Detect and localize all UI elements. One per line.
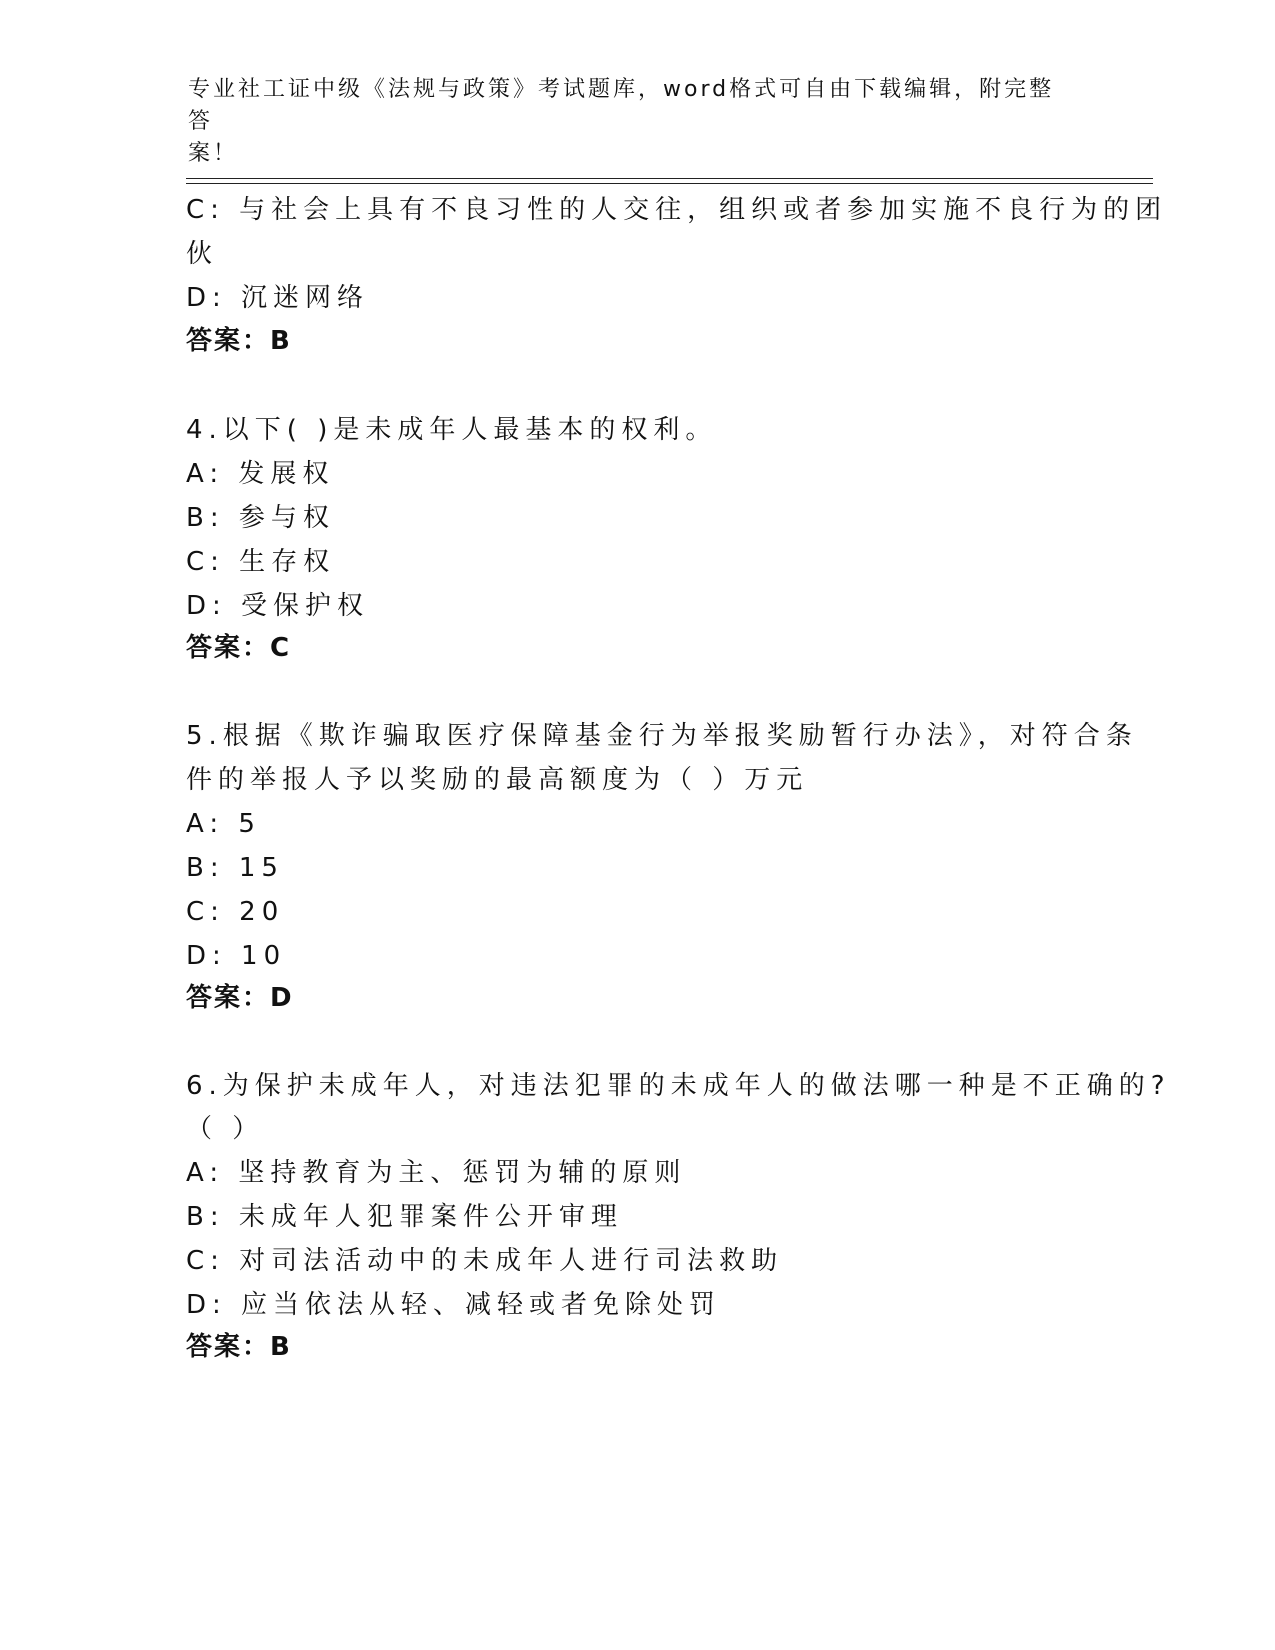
q5-option-a: A: 5 [186, 809, 261, 839]
q5-option-b: B: 15 [186, 853, 284, 883]
q3-option-c-line-2: 伙 [186, 239, 219, 269]
q5-option-c: C: 20 [186, 897, 285, 927]
page-header [188, 74, 1078, 170]
q6-option-a: A: 坚持教育为主、惩罚为辅的原则 [186, 1158, 687, 1188]
q5-stem-line-1: 5.根据《欺诈骗取医疗保障基金行为举报奖励暂行办法》，对符合条 [186, 721, 1138, 751]
header-line-2: 案！ [188, 141, 239, 166]
q6-option-b: B: 未成年人犯罪案件公开审理 [186, 1202, 623, 1232]
q4-option-a: A: 发展权 [186, 459, 335, 489]
q6-option-c: C: 对司法活动中的未成年人进行司法救助 [186, 1246, 784, 1276]
q6-answer: 答案：B [186, 1332, 292, 1362]
q4-stem: 4.以下( )是未成年人最基本的权利。 [186, 415, 718, 445]
q5-option-d: D: 10 [186, 941, 287, 971]
q5-stem-line-2: 件的举报人予以奖励的最高额度为（ ）万元 [186, 765, 809, 795]
q4-answer: 答案：C [186, 633, 292, 663]
q6-stem-line-2: （ ） [186, 1114, 265, 1144]
header-divider-top [186, 178, 1153, 179]
q5-answer: 答案：D [186, 983, 294, 1013]
q4-option-b: B: 参与权 [186, 503, 335, 533]
q3-option-d: D: 沉迷网络 [186, 283, 370, 313]
q4-option-c: C: 生存权 [186, 547, 336, 577]
q6-stem-line-1: 6.为保护未成年人，对违法犯罪的未成年人的做法哪一种是不正确的? [186, 1071, 1171, 1101]
header-line-1: 专业社工证中级《法规与政策》考试题库，word格式可自由下载编辑，附完整答 [188, 77, 1055, 134]
q3-option-c-line-1: C: 与社会上具有不良习性的人交往，组织或者参加实施不良行为的团 [186, 195, 1168, 225]
q6-option-d: D: 应当依法从轻、减轻或者免除处罚 [186, 1290, 722, 1320]
header-divider-bottom [186, 183, 1153, 184]
q4-option-d: D: 受保护权 [186, 591, 370, 621]
q3-answer: 答案：B [186, 326, 292, 356]
